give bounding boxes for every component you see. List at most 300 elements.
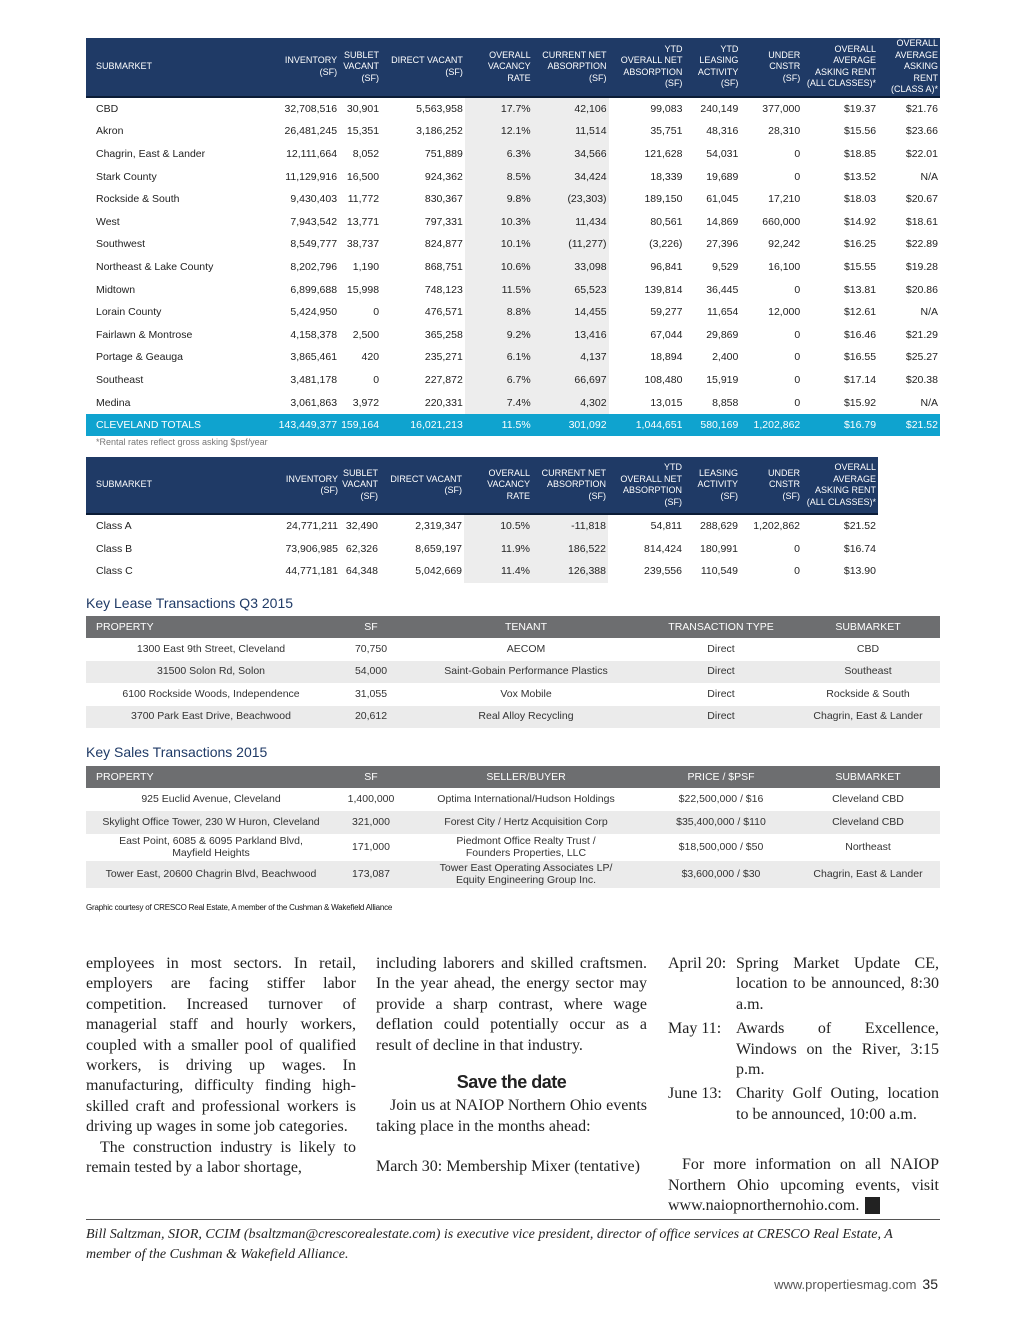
table-cell: 748,123 [424,283,463,296]
column-header: SUBMARKET [796,616,940,638]
table-cell: N/A [920,396,938,409]
table-cell: Fairlawn & Montrose [96,328,193,341]
page-number: 35 [922,1276,938,1292]
graphic-credit: Graphic courtesy of CRESCO Real Estate, A member of the Cushman & Wakefield Alliance [86,903,393,912]
table-cell: Lorain County [96,306,162,319]
class-table-header [86,457,940,514]
table-cell: (3,226) [649,238,683,251]
article-paragraph: The construction industry is likely to remain tested by a labor shortage, [86,1138,356,1177]
column-header: OVERALL AVERAGE ASKING RENT (ALL CLASSES)* [802,38,878,97]
class-table-body [86,514,940,583]
table-cell: $21.76 [905,102,938,115]
table-cell: N/A [920,306,938,319]
table-cell: 3700 Park East Drive, Beachwood [86,706,336,729]
table-cell: 180,991 [700,542,738,555]
table-cell: 1,190 [352,260,380,273]
cell-spacer [878,538,940,561]
table-cell: 121,628 [644,147,683,160]
table-cell: $15.56 [843,125,877,138]
table-cell: 3,865,461 [290,351,338,364]
table-cell: 1300 East 9th Street, Cleveland [136,642,286,655]
table-cell: Southeast [796,661,940,684]
table-cell: 139,814 [644,283,683,296]
table-cell: 10.3% [500,215,531,228]
column-header: DIRECT VACANT (SF) [380,457,464,514]
table-cell: 0 [794,170,801,183]
table-cell: 0 [794,351,801,364]
table-cell: 2,500 [352,328,380,341]
table-row [86,861,940,888]
column-header: SUBLET VACANT (SF) [340,457,380,514]
table-cell: 3,186,252 [416,125,463,138]
table-cell: 12,000 [768,306,801,319]
table-cell: $16.46 [843,328,877,341]
table-cell: Cleveland CBD [832,792,904,805]
table-cell: Rockside & South [826,687,910,700]
table-cell: 924,362 [424,170,463,183]
market-table-body [86,97,940,437]
table-cell: 108,480 [644,373,683,386]
table-cell: 11,514 [575,125,607,138]
event-date: June 13: [668,1085,722,1103]
column-header: UNDER CNSTR (SF) [740,38,802,97]
table-cell: 580,169 [684,414,740,437]
table-cell: 11,654 [707,306,739,319]
table-cell: Southwest [96,238,146,251]
column-header: SUBLET VACANT (SF) [339,38,381,97]
table-cell: 11.9% [501,542,530,555]
table-cell: 36,445 [706,283,739,296]
table-cell: $22,500,000 / $16 [678,792,764,805]
table-cell: Midtown [96,283,136,296]
table-row [86,97,940,121]
column-header: SF [336,766,406,788]
column-header: YTD OVERALL NET ABSORPTION (SF) [608,457,684,514]
table-cell: 4,302 [580,396,607,409]
table-cell: 1,202,862 [740,414,802,437]
table-cell: 830,367 [424,193,463,206]
table-row [86,538,940,561]
table-cell: 20,612 [336,706,406,729]
event-item [668,1019,939,1080]
table-cell: 24,771,211 [286,520,338,533]
table-cell: 8,202,796 [290,260,338,273]
table-cell: 0 [794,373,801,386]
table-cell: $17.14 [843,373,877,386]
table-cell: 11.5% [465,414,533,437]
table-row [86,560,940,583]
table-cell: 6.1% [506,351,531,364]
sales-transactions-table [86,766,940,888]
table-cell: 5,424,950 [290,306,338,319]
article-column-2 [376,954,647,1178]
table-row [86,834,940,861]
lease-transactions-table [86,616,940,728]
table-cell: 6100 Rockside Woods, Independence [122,687,300,700]
table-cell: Chagrin, East & Lander [796,861,940,888]
column-header: TRANSACTION TYPE [646,616,796,638]
table-cell: 29,869 [706,328,739,341]
table-row [86,233,940,256]
table-row [86,120,940,143]
table-cell: Skylight Office Tower, 230 W Huron, Cleveland [86,811,336,834]
table-cell: 28,310 [768,125,801,138]
table-cell: Piedmont Office Realty Trust / Founders Properties, LLC [456,835,596,859]
table-cell: $13.90 [843,565,876,578]
table-cell: 420 [361,351,380,364]
table-cell: 92,242 [768,238,801,251]
table-cell: 66,697 [574,373,607,386]
column-header: UNDER CNSTR (SF) [740,457,802,514]
event-date: April 20: [668,955,727,972]
table-cell: $16.74 [843,542,876,555]
table-cell: Tower East Operating Associates LP/ Equity Engineering Group Inc. [406,861,646,888]
column-header: OVERALL VACANCY RATE [465,38,533,97]
table-cell: -11,818 [571,520,606,533]
column-header: TENANT [406,616,646,638]
table-cell: $15.92 [843,396,877,409]
event-date: March 30: [376,1158,443,1176]
table-row [86,278,940,301]
totals-row [86,414,940,437]
table-row [86,188,940,211]
table-cell: Cleveland CBD [796,811,940,834]
table-cell: 11.4% [501,565,530,578]
table-cell: Direct [707,642,735,655]
table-cell: AECOM [506,642,546,655]
table-cell: 824,877 [424,238,463,251]
cell-spacer [878,514,940,538]
table-cell: 13,015 [650,396,683,409]
table-row [86,210,940,233]
cell-spacer [878,560,940,583]
table-row [86,346,940,369]
event-text: Membership Mixer (tentative) [446,1158,640,1176]
table-cell: $19.28 [905,260,938,273]
table-cell: 38,737 [346,238,380,251]
table-cell: 8,052 [352,147,380,160]
table-cell: 48,316 [706,125,739,138]
table-cell: 235,271 [424,351,463,364]
column-header: DIRECT VACANT (SF) [381,38,465,97]
table-cell: 34,424 [574,170,607,183]
end-mark-icon: P [865,1197,880,1214]
table-cell: 0 [794,542,800,555]
table-cell: 797,331 [424,215,463,228]
table-cell: 54,811 [650,520,682,533]
table-row [86,256,940,279]
table-cell: 62,326 [345,542,378,555]
table-cell: Chagrin, East & Lander [96,147,206,160]
article-column-3 [668,954,939,1216]
table-cell: Vox Mobile [500,687,552,700]
table-cell: (23,303) [567,193,607,206]
column-header: LEASING ACTIVITY (SF) [684,457,740,514]
author-bio: Bill Saltzman, SIOR, CCIM (bsaltzman@crescorealestate.com) is executive vice president, director of office services at CRESCO Real Estate, A member of the Cushman & Wakefield Alliance. [86,1227,893,1262]
table-cell: 0 [794,283,801,296]
table-cell: 15,998 [346,283,380,296]
table-row [86,514,940,538]
table-cell: 6.3% [506,147,531,160]
table-cell: 7,943,542 [290,215,338,228]
sales-table-header [86,766,940,788]
table-cell: 1,400,000 [347,792,395,805]
table-cell: $13.81 [843,283,877,296]
table-cell: Rockside & South [96,193,180,206]
table-cell: 10.1% [500,238,531,251]
column-header: YTD LEASING ACTIVITY (SF) [684,38,740,97]
event-item [376,1157,647,1177]
table-cell: 868,751 [424,260,463,273]
table-cell: West [96,215,120,228]
table-cell: 9.8% [506,193,531,206]
table-cell: $15.55 [843,260,877,273]
article-paragraph: Join us at NAIOP Northern Ohio events taking place in the months ahead: [376,1097,647,1135]
column-header: SUBMARKET [86,38,255,97]
table-cell: CBD [856,642,880,655]
table-cell: Northeast [845,840,891,853]
table-cell: 660,000 [762,215,801,228]
column-header: SUBMARKET [796,766,940,788]
table-cell: 13,771 [346,215,380,228]
article-column-1 [86,954,356,1178]
save-the-date-heading: Save the date [456,1072,567,1093]
column-header: PROPERTY [86,766,336,788]
footer-website[interactable]: www.propertiesmag.com [774,1277,917,1292]
table-cell: 34,566 [574,147,607,160]
table-cell: 15,919 [706,373,739,386]
table-cell: 186,522 [568,542,606,555]
rent-note: *Rental rates reflect gross asking $psf/year [96,437,268,447]
sales-section-title: Key Sales Transactions 2015 [86,744,268,760]
column-header: INVENTORY (SF) [256,457,340,514]
table-cell: $16.79 [802,414,878,437]
table-row [86,638,940,661]
table-cell: 19,689 [706,170,739,183]
page-footer [774,1276,938,1292]
table-row [86,165,940,188]
table-cell: Northeast & Lake County [96,260,214,273]
table-cell: Direct [646,661,796,684]
column-header: CURRENT NET ABSORPTION (SF) [533,38,609,97]
table-cell: Class A [96,520,132,533]
class-statistics-table [86,457,940,583]
table-cell: 11,434 [575,215,607,228]
table-cell: $12.61 [843,306,877,319]
table-cell: 171,000 [352,840,390,853]
table-cell: 6,899,688 [290,283,338,296]
table-cell: $21.29 [905,328,938,341]
column-header: SELLER/BUYER [406,766,646,788]
table-cell: $16.55 [843,351,877,364]
table-cell: 240,149 [700,102,739,115]
table-cell: (11,277) [568,238,607,251]
table-cell: Direct [646,706,796,729]
table-cell: 26,481,245 [284,125,338,138]
column-header: OVERALL AVERAGE ASKING RENT (CLASS A)* [878,38,940,97]
table-cell: 5,563,958 [416,102,463,115]
table-cell: 377,000 [762,102,801,115]
table-cell: 32,490 [345,520,378,533]
table-cell: $20.67 [905,193,938,206]
table-row [86,788,940,811]
table-cell: 8.8% [506,306,531,319]
table-cell: 35,751 [650,125,683,138]
market-statistics-table [86,38,940,436]
table-cell: 16,100 [768,260,801,273]
table-cell: 7.4% [506,396,531,409]
table-cell: 64,348 [345,565,378,578]
table-cell: 12.1% [500,125,531,138]
table-cell: Medina [96,396,131,409]
table-cell: 189,150 [644,193,683,206]
table-cell: Chagrin, East & Lander [796,706,940,729]
table-cell: 0 [794,328,801,341]
more-info-paragraph [668,1155,939,1216]
table-cell: 70,750 [354,642,388,655]
market-table-header [86,38,940,97]
table-cell: 54,000 [336,661,406,684]
table-cell: $35,400,000 / $110 [646,811,796,834]
table-cell: East Point, 6085 & 6095 Parkland Blvd, Mayfield Heights [119,835,303,859]
article-paragraph: including laborers and skilled craftsmen. In the year ahead, the energy sector may provide a sharp contrast, where wage deflation could potentially occur as a result of decline in that industry. [376,955,647,1054]
table-cell: 159,164 [339,414,381,437]
table-cell: 11,129,916 [285,170,338,183]
table-cell: 16,021,213 [381,414,465,437]
table-cell: 16,500 [346,170,380,183]
table-cell: $18,500,000 / $50 [678,840,764,853]
table-cell: 288,629 [700,520,738,533]
table-cell: $3,600,000 / $30 [646,861,796,888]
table-cell: $18.61 [905,215,938,228]
table-cell: 31,055 [354,687,388,700]
table-cell: 65,523 [574,283,607,296]
column-header: OVERALL AVERAGE ASKING RENT (ALL CLASSES)* [802,457,878,514]
table-cell: 8,549,777 [290,238,338,251]
event-text: Awards of Excellence, Windows on the River, 3:15 p.m. [736,1020,939,1079]
table-cell: Portage & Geauga [96,351,183,364]
table-cell: $18.03 [843,193,877,206]
column-header: YTD OVERALL NET ABSORPTION (SF) [609,38,685,97]
table-cell: 476,571 [424,306,463,319]
table-cell: 11.5% [501,283,531,296]
table-cell: 10.6% [500,260,531,273]
table-cell: 0 [794,396,801,409]
column-header: SF [336,616,406,638]
table-cell: 13,416 [574,328,607,341]
column-header: INVENTORY (SF) [255,38,339,97]
lease-section-title: Key Lease Transactions Q3 2015 [86,595,294,611]
table-cell: N/A [920,170,938,183]
table-cell: Direct [707,687,735,700]
table-cell: 42,106 [574,102,607,115]
table-cell: Tower East, 20600 Chagrin Blvd, Beachwood [86,861,336,888]
table-cell: $13.52 [843,170,877,183]
table-cell: $22.01 [905,147,938,160]
table-cell: 925 Euclid Avenue, Cleveland [141,792,281,805]
table-cell: $20.38 [905,373,938,386]
table-cell: Forest City / Hertz Acquisition Corp [406,811,646,834]
table-cell: 11,772 [347,193,380,206]
event-text: Charity Golf Outing, location to be announced, 10:00 a.m. [736,1085,939,1123]
table-cell: 239,556 [644,565,682,578]
table-cell: 54,031 [706,147,739,160]
table-cell: 18,339 [650,170,683,183]
table-cell: 3,481,178 [290,373,338,386]
header-spacer [878,457,940,514]
table-cell: 814,424 [644,542,682,555]
table-cell: 3,972 [352,396,380,409]
table-cell: $20.86 [905,283,938,296]
table-cell: 32,708,516 [284,102,338,115]
table-cell: $21.52 [878,414,940,437]
table-row [86,323,940,346]
table-cell: Akron [96,125,124,138]
table-cell: 73,906,985 [285,542,338,555]
table-cell: 27,396 [706,238,739,251]
table-cell: 17,210 [768,193,801,206]
table-cell: $21.52 [843,520,876,533]
table-cell: 10.5% [500,520,530,533]
table-cell: Class B [96,542,133,555]
table-cell: 5,042,669 [415,565,462,578]
table-cell: 9,430,403 [290,193,338,206]
table-row [86,811,940,834]
table-cell: 365,258 [424,328,463,341]
table-cell: $19.37 [843,102,877,115]
table-cell: 0 [373,306,380,319]
table-cell: 8,858 [712,396,739,409]
event-text: Spring Market Update CE, location to be announced, 8:30 a.m. [736,955,939,1013]
column-header: OVERALL VACANCY RATE [464,457,532,514]
table-row [86,301,940,324]
author-divider [86,1219,940,1220]
table-cell: 2,400 [712,351,739,364]
table-cell: 17.7% [500,102,531,115]
table-cell: Stark County [96,170,157,183]
table-cell: 0 [794,565,800,578]
lease-table-header [86,616,940,638]
table-cell: 61,045 [706,193,739,206]
table-cell: Class C [96,565,133,578]
table-cell: Saint-Gobain Performance Plastics [406,661,646,684]
table-cell: 14,455 [574,306,607,319]
table-cell: 8.5% [506,170,531,183]
table-row [86,661,940,684]
column-header: SUBMARKET [86,457,256,514]
table-cell: 173,087 [336,861,406,888]
table-cell: Real Alloy Recycling [406,706,646,729]
table-cell: 6.7% [506,373,531,386]
table-cell: $23.66 [905,125,938,138]
table-cell: Optima International/Hudson Holdings [437,792,615,805]
table-cell: 4,137 [580,351,607,364]
table-cell: 67,044 [650,328,683,341]
table-cell: Southeast [96,373,144,386]
table-cell: 15,351 [346,125,380,138]
table-cell: $14.92 [843,215,877,228]
column-header: PRICE / $PSF [646,766,796,788]
column-header: PROPERTY [86,616,336,638]
table-cell: 96,841 [650,260,683,273]
table-cell: 2,319,347 [415,520,462,533]
event-date: May 11: [668,1020,722,1038]
table-cell: 110,549 [700,565,738,578]
table-cell: 751,889 [424,147,463,160]
table-row [86,143,940,166]
table-row [86,369,940,392]
table-cell: 99,083 [650,102,683,115]
